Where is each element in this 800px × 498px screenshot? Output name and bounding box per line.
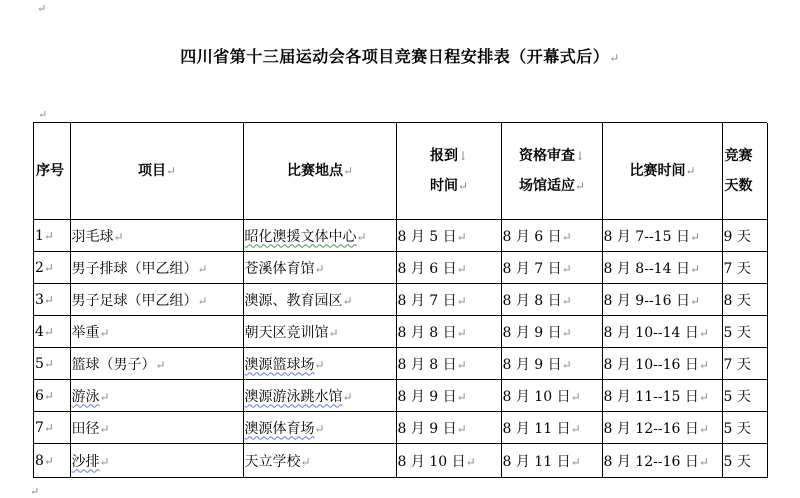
cell-match-time: 8 月 9--16 日↵ xyxy=(602,284,722,316)
cell-match-time: 8 月 10--14 日↵ xyxy=(602,316,722,348)
table-row xyxy=(34,348,767,380)
cell-event: 羽毛球↵ xyxy=(70,220,243,252)
cell-venue: 澳源篮球场↵ xyxy=(243,348,396,380)
cell-register-time: 8 月 5 日↵ xyxy=(396,220,501,252)
header-register-time: 报到↓ 时间↵ xyxy=(396,123,501,220)
cell-no: 4↵ xyxy=(34,316,70,348)
cell-event: 田径↵ xyxy=(70,412,243,444)
paragraph-mark: ↵ xyxy=(609,51,620,65)
cell-event: 篮球（男子）↵ xyxy=(70,348,243,380)
cell-no: 5↵ xyxy=(34,348,70,380)
cell-match-time: 8 月 11--15 日↵ xyxy=(602,380,722,412)
table-body xyxy=(34,220,767,478)
table-header-row xyxy=(34,123,767,220)
cell-register-time: 8 月 9 日↵ xyxy=(396,380,501,412)
cell-match-time: 8 月 12--16 日↵ xyxy=(602,444,722,478)
paragraph-mark: ↵ xyxy=(30,485,40,498)
cell-days: 5 天 xyxy=(722,412,767,444)
cell-venue: 昭化澳援文体中心↵ xyxy=(243,220,396,252)
cell-venue: 澳源体育场↵ xyxy=(243,412,396,444)
cell-match-time: 8 月 7--15 日↵ xyxy=(602,220,722,252)
cell-event: 游泳↵ xyxy=(70,380,243,412)
cell-days: 9 天 xyxy=(722,220,767,252)
document-title xyxy=(0,44,800,67)
table-row xyxy=(34,316,767,348)
paragraph-mark: ↵ xyxy=(37,2,47,15)
cell-no: 6↵ xyxy=(34,380,70,412)
schedule-table-container xyxy=(33,122,767,478)
paragraph-mark: ↵ xyxy=(38,108,48,121)
cell-no: 3↵ xyxy=(34,284,70,316)
header-venue: 比赛地点↵ xyxy=(243,123,396,220)
cell-days: 8 天 xyxy=(722,284,767,316)
cell-qualification-date: 8 月 11 日↵ xyxy=(501,444,602,478)
cell-venue: 朝天区竞训馆↵ xyxy=(243,316,396,348)
table-row xyxy=(34,252,767,284)
header-days: 竞赛 天数 xyxy=(722,123,767,220)
cell-days: 7 天 xyxy=(722,252,767,284)
cell-qualification-date: 8 月 6 日↵ xyxy=(501,220,602,252)
cell-register-time: 8 月 10 日↵ xyxy=(396,444,501,478)
header-match-time: 比赛时间↵ xyxy=(602,123,722,220)
table-row xyxy=(34,220,767,252)
cell-qualification-date: 8 月 10 日↵ xyxy=(501,380,602,412)
schedule-table xyxy=(34,123,768,478)
cell-days: 5 天 xyxy=(722,316,767,348)
cell-event: 男子足球（甲乙组）↵ xyxy=(70,284,243,316)
cell-register-time: 8 月 8 日↵ xyxy=(396,348,501,380)
cell-register-time: 8 月 6 日↵ xyxy=(396,252,501,284)
cell-venue: 澳源、教育园区↵ xyxy=(243,284,396,316)
table-row xyxy=(34,284,767,316)
cell-register-time: 8 月 9 日↵ xyxy=(396,412,501,444)
cell-match-time: 8 月 12--16 日↵ xyxy=(602,412,722,444)
cell-qualification-date: 8 月 8 日↵ xyxy=(501,284,602,316)
cell-event: 沙排↵ xyxy=(70,444,243,478)
cell-qualification-date: 8 月 11 日↵ xyxy=(501,412,602,444)
header-qualification: 资格审查↓ 场馆适应↵ xyxy=(501,123,602,220)
cell-qualification-date: 8 月 9 日↵ xyxy=(501,348,602,380)
cell-event: 举重↵ xyxy=(70,316,243,348)
cell-no: 1↵ xyxy=(34,220,70,252)
cell-no: 7↵ xyxy=(34,412,70,444)
document-title-text: 四川省第十三届运动会各项目竞赛日程安排表（开幕式后） xyxy=(180,47,610,66)
cell-venue: 澳源游泳跳水馆↵ xyxy=(243,380,396,412)
cell-register-time: 8 月 8 日↵ xyxy=(396,316,501,348)
cell-days: 5 天 xyxy=(722,444,767,478)
cell-venue: 天立学校↵ xyxy=(243,444,396,478)
cell-match-time: 8 月 8--14 日↵ xyxy=(602,252,722,284)
cell-event: 男子排球（甲乙组）↵ xyxy=(70,252,243,284)
cell-match-time: 8 月 10--16 日↵ xyxy=(602,348,722,380)
header-event: 项目↵ xyxy=(70,123,243,220)
cell-venue: 苍溪体育馆↵ xyxy=(243,252,396,284)
cell-days: 5 天 xyxy=(722,380,767,412)
header-no: 序号 xyxy=(34,123,70,220)
cell-days: 7 天 xyxy=(722,348,767,380)
cell-qualification-date: 8 月 9 日↵ xyxy=(501,316,602,348)
cell-qualification-date: 8 月 7 日↵ xyxy=(501,252,602,284)
cell-no: 8↵ xyxy=(34,444,70,478)
cell-register-time: 8 月 7 日↵ xyxy=(396,284,501,316)
table-row xyxy=(34,380,767,412)
table-row xyxy=(34,444,767,478)
cell-no: 2↵ xyxy=(34,252,70,284)
table-row xyxy=(34,412,767,444)
